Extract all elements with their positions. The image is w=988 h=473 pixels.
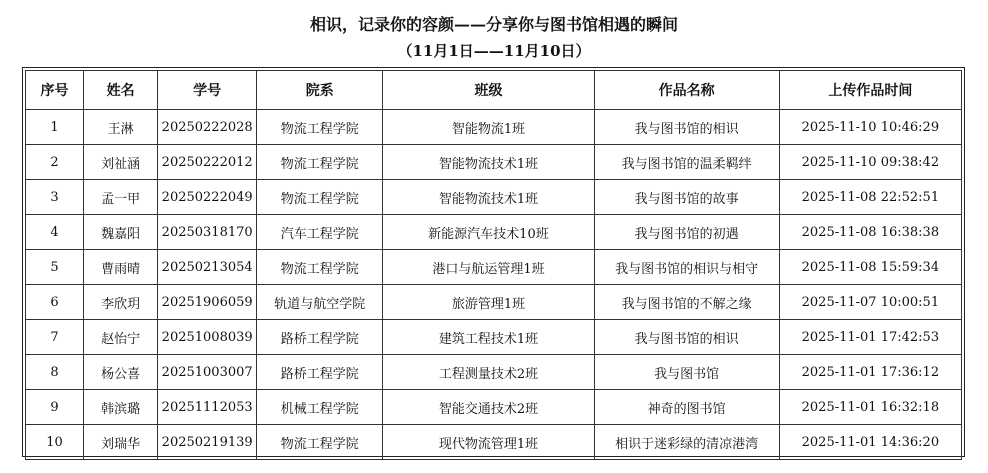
cell-work-title: 我与图书馆	[594, 355, 779, 390]
cell-department: 物流工程学院	[257, 180, 383, 215]
cell-index: 1	[26, 110, 84, 145]
cell-department: 物流工程学院	[257, 425, 383, 460]
date-range-subtitle: （11月1日——11月10日）	[397, 42, 591, 60]
cell-student-id: 20250222012	[158, 145, 257, 180]
column-header-department: 院系	[257, 71, 383, 110]
cell-name: 孟一甲	[84, 180, 158, 215]
cell-department: 物流工程学院	[257, 145, 383, 180]
cell-work-title: 我与图书馆的初遇	[594, 215, 779, 250]
table-row	[26, 110, 962, 145]
column-header-name: 姓名	[84, 71, 158, 110]
table-row	[26, 320, 962, 355]
cell-student-id: 20250318170	[158, 215, 257, 250]
cell-student-id: 20251112053	[158, 390, 257, 425]
cell-name: 杨公喜	[84, 355, 158, 390]
cell-class: 旅游管理1班	[383, 285, 594, 320]
cell-index: 4	[26, 215, 84, 250]
cell-department: 物流工程学院	[257, 250, 383, 285]
cell-work-title: 我与图书馆的相识	[594, 110, 779, 145]
cell-index: 9	[26, 390, 84, 425]
cell-student-id: 20251008039	[158, 320, 257, 355]
cell-upload-time: 2025-11-08 16:38:38	[779, 215, 961, 250]
cell-index: 3	[26, 180, 84, 215]
cell-class: 建筑工程技术1班	[383, 320, 594, 355]
cell-work-title: 相识于迷彩绿的清凉港湾	[594, 425, 779, 460]
cell-work-title: 我与图书馆的不解之缘	[594, 285, 779, 320]
cell-name: 曹雨晴	[84, 250, 158, 285]
cell-upload-time: 2025-11-10 09:38:42	[779, 145, 961, 180]
cell-department: 路桥工程学院	[257, 355, 383, 390]
column-header-index: 序号	[26, 71, 84, 110]
cell-index: 5	[26, 250, 84, 285]
cell-student-id: 20250219139	[158, 425, 257, 460]
column-header-student-id: 学号	[158, 71, 257, 110]
cell-name: 李欣玥	[84, 285, 158, 320]
table-row	[26, 145, 962, 180]
cell-student-id: 20250222049	[158, 180, 257, 215]
cell-name: 刘祉涵	[84, 145, 158, 180]
table-row	[26, 390, 962, 425]
table-row	[26, 250, 962, 285]
cell-upload-time: 2025-11-08 15:59:34	[779, 250, 961, 285]
cell-department: 物流工程学院	[257, 110, 383, 145]
cell-student-id: 20251003007	[158, 355, 257, 390]
cell-name: 王淋	[84, 110, 158, 145]
cell-class: 新能源汽车技术10班	[383, 215, 594, 250]
cell-index: 8	[26, 355, 84, 390]
cell-department: 路桥工程学院	[257, 320, 383, 355]
page-title: 相识，记录你的容颜——分享你与图书馆相遇的瞬间	[309, 15, 678, 34]
records-table-frame	[22, 67, 965, 457]
cell-upload-time: 2025-11-08 22:52:51	[779, 180, 961, 215]
cell-class: 现代物流管理1班	[383, 425, 594, 460]
cell-department: 轨道与航空学院	[257, 285, 383, 320]
table-header-row	[26, 71, 962, 110]
table-body	[26, 110, 962, 460]
cell-department: 机械工程学院	[257, 390, 383, 425]
cell-upload-time: 2025-11-01 16:32:18	[779, 390, 961, 425]
cell-class: 智能交通技术2班	[383, 390, 594, 425]
cell-index: 6	[26, 285, 84, 320]
cell-work-title: 我与图书馆的温柔羁绊	[594, 145, 779, 180]
column-header-upload-time: 上传作品时间	[779, 71, 961, 110]
cell-work-title: 我与图书馆的相识与相守	[594, 250, 779, 285]
column-header-class: 班级	[383, 71, 594, 110]
cell-index: 2	[26, 145, 84, 180]
column-header-work-title: 作品名称	[594, 71, 779, 110]
cell-work-title: 我与图书馆的故事	[594, 180, 779, 215]
table-row	[26, 215, 962, 250]
cell-name: 刘瑞华	[84, 425, 158, 460]
cell-index: 10	[26, 425, 84, 460]
cell-upload-time: 2025-11-01 17:42:53	[779, 320, 961, 355]
cell-work-title: 我与图书馆的相识	[594, 320, 779, 355]
cell-upload-time: 2025-11-07 10:00:51	[779, 285, 961, 320]
cell-name: 赵怡宁	[84, 320, 158, 355]
cell-department: 汽车工程学院	[257, 215, 383, 250]
cell-student-id: 20250213054	[158, 250, 257, 285]
cell-class: 智能物流技术1班	[383, 180, 594, 215]
cell-class: 工程测量技术2班	[383, 355, 594, 390]
table-row	[26, 355, 962, 390]
cell-class: 智能物流技术1班	[383, 145, 594, 180]
records-table	[25, 70, 962, 460]
table-row	[26, 180, 962, 215]
cell-class: 智能物流1班	[383, 110, 594, 145]
cell-class: 港口与航运管理1班	[383, 250, 594, 285]
cell-student-id: 20250222028	[158, 110, 257, 145]
cell-work-title: 神奇的图书馆	[594, 390, 779, 425]
cell-upload-time: 2025-11-01 17:36:12	[779, 355, 961, 390]
table-row	[26, 285, 962, 320]
cell-name: 魏嘉阳	[84, 215, 158, 250]
cell-upload-time: 2025-11-10 10:46:29	[779, 110, 961, 145]
table-row	[26, 425, 962, 460]
cell-upload-time: 2025-11-01 14:36:20	[779, 425, 961, 460]
cell-index: 7	[26, 320, 84, 355]
cell-student-id: 20251906059	[158, 285, 257, 320]
cell-name: 韩滨璐	[84, 390, 158, 425]
